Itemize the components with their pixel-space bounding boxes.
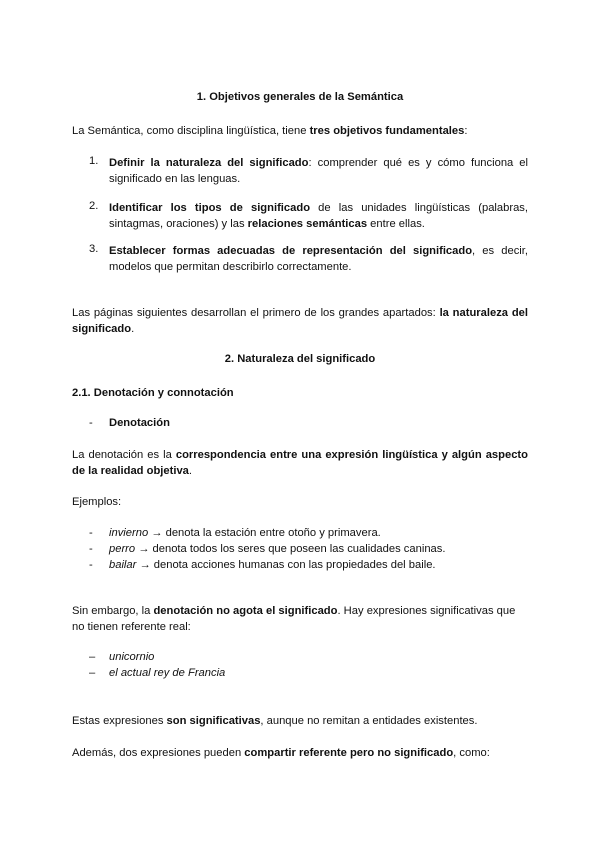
section-heading-2: 2. Naturaleza del significado	[224, 353, 376, 365]
estas-paragraph: Estas expresiones son significativas, aunque no remitan a entidades existentes.	[72, 715, 478, 727]
list-dash: -	[89, 543, 93, 555]
objective-text: Establecer formas adecuadas de representación del significado, es decir, modelos que permitan describirlo correctamente.	[109, 245, 528, 273]
denotation-paragraph: La denotación es la correspondencia entre una expresión lingüística y algún aspecto de la realidad objetiva.	[72, 449, 528, 477]
section-heading-1: 1. Objetivos generales de la Semántica	[196, 91, 404, 103]
objective-text: Identificar los tipos de significado de las unidades lingüísticas (palabras, sintagmas, oraciones) y las relaciones semánticas entre ellas.	[109, 202, 528, 230]
sin-embargo-paragraph: Sin embargo, la denotación no agota el significado. Hay expresiones significativas que no tienen referente real:	[72, 605, 516, 633]
list-dash: -	[89, 559, 93, 571]
examples-label: Ejemplos:	[72, 496, 122, 508]
no-referent-item-1: unicornio	[109, 651, 155, 663]
no-referent-item-2: el actual rey de Francia	[109, 667, 226, 679]
list-dash: -	[89, 417, 93, 429]
denotacion-label: Denotación	[109, 417, 170, 429]
pages-paragraph: Las páginas siguientes desarrollan el primero de los grandes apartados: la naturaleza del significado.	[72, 307, 528, 335]
example-item-3: bailar → denota acciones humanas con las propiedades del baile.	[109, 559, 436, 571]
objective-number: 3.	[89, 243, 99, 255]
ademas-paragraph: Además, dos expresiones pueden compartir referente pero no significado, como:	[72, 747, 490, 759]
list-dash: –	[89, 651, 96, 663]
objective-text: Definir la naturaleza del significado: comprender qué es y cómo funciona el significado en las lenguas.	[109, 157, 529, 185]
example-item-2: perro → denota todos los seres que poseen las cualidades caninas.	[109, 543, 446, 555]
objective-number: 2.	[89, 200, 99, 212]
example-item-1: invierno → denota la estación entre otoño y primavera.	[109, 527, 381, 539]
list-dash: –	[89, 667, 96, 679]
objective-number: 1.	[89, 155, 99, 167]
subsection-heading: 2.1. Denotación y connotación	[72, 387, 234, 399]
intro-paragraph: La Semántica, como disciplina lingüística, tiene tres objetivos fundamentales:	[72, 125, 468, 137]
list-dash: -	[89, 527, 93, 539]
